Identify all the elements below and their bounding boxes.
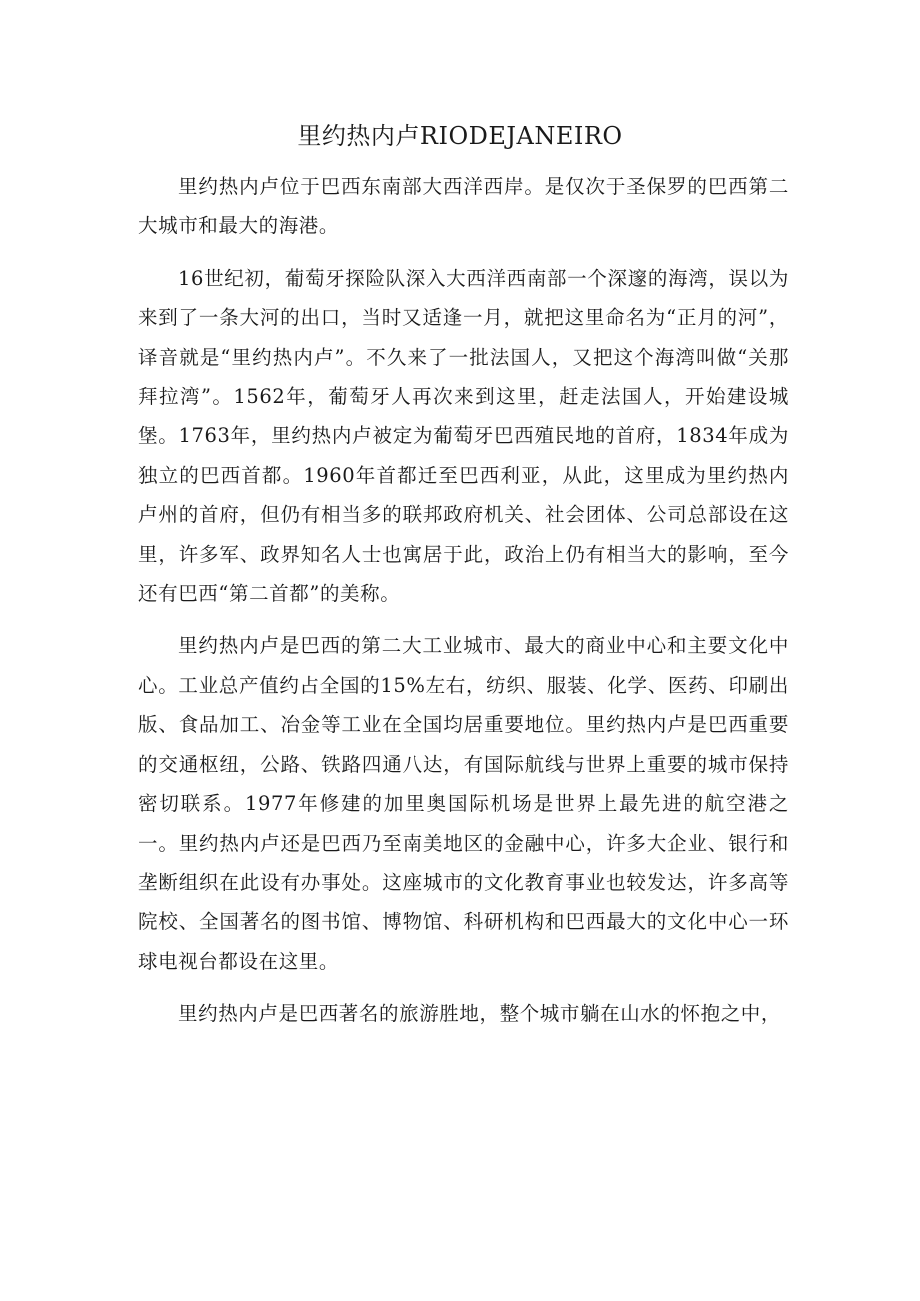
document-title: 里约热内卢RIODEJANEIRO [297,122,623,150]
paragraph-tourism: 里约热内卢是巴西著名的旅游胜地，整个城市躺在山水的怀抱之中， [178,1002,782,1026]
paragraph-history: 16世纪初，葡萄牙探险队深入大西洋西南部一个深邃的海湾，误以为来到了一条大河的出口，当时又适逢一月，就把这里命名为“正月的河”，译音就是“里约热内卢”。不久来了一批法国人，又把这个海湾叫做“关那拜拉湾”。1562年，葡萄牙人再次来到这里，赶走法国人，开始建设城堡。1763年，里约热内卢被定为葡萄牙巴西殖民地的首府，1834年成为独立的巴西首都。1960年首都迁至巴西利亚，从此，这里成为里约热内卢州的首府，但仍有相当多的联邦政府机关、社会团体、公司总部设在这里，许多军、政界知名人士也寓居于此，政治上仍有相当大的影响，至今还有巴西“第二首都”的美称。 [138,266,789,606]
document-body [138,167,789,1047]
paragraph-economy: 里约热内卢是巴西的第二大工业城市、最大的商业中心和主要文化中心。工业总产值约占全国的15%左右，纺织、服装、化学、医药、印刷出版、食品加工、冶金等工业在全国均居重要地位。里约热内卢是巴西重要的交通枢纽，公路、铁路四通八达，有国际航线与世界上重要的城市保持密切联系。1977年修建的加里奥国际机场是世界上最先进的航空港之一。里约热内卢还是巴西乃至南美地区的金融中心，许多大企业、银行和垄断组织在此设有办事处。这座城市的文化教育事业也较发达，许多高等院校、全国著名的图书馆、博物馆、科研机构和巴西最大的文化中心一环球电视台都设在这里。 [138,634,789,973]
paragraph-intro: 里约热内卢位于巴西东南部大西洋西岸。是仅次于圣保罗的巴西第二大城市和最大的海港。 [138,175,789,238]
